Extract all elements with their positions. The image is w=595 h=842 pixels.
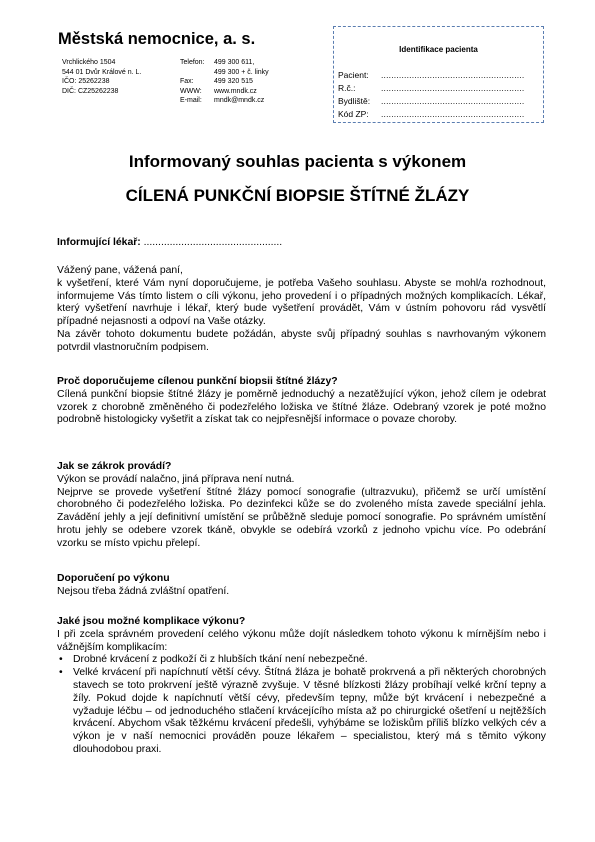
contact-values (214, 58, 269, 106)
how-preparation: Výkon se provádí nalačno, jiná příprava není nutná. (57, 473, 295, 485)
informing-physician-label: Informující lékař: (57, 237, 141, 248)
contact-labels (180, 58, 205, 106)
complications-intro: I při zcela správném provedení celého výkonu může dojít následkem tohoto výkonu k mírnějším nebo i vážnějším komplikacím: (57, 628, 546, 653)
phone-label: Telefon: (180, 59, 205, 66)
complications-section (57, 616, 546, 757)
phone-extension-value: 499 300 + č. linky (214, 68, 269, 76)
patient-identification-box (333, 26, 544, 123)
patient-name-label: Pacient: (338, 70, 369, 80)
birth-number-field[interactable]: ........................................................ (381, 83, 525, 93)
fax-value: 499 320 515 (214, 78, 253, 85)
address-line: Vrchlického 1504 (62, 59, 116, 66)
after-section (57, 573, 546, 599)
informing-physician-row (57, 237, 282, 248)
complications-heading: Jaké jsou možné komplikace výkonu? (57, 616, 246, 627)
insurance-code-label: Kód ZP: (338, 109, 369, 119)
insurance-code-field[interactable]: ........................................................ (381, 109, 525, 119)
greeting: Vážený pane, vážená paní, (57, 265, 183, 276)
how-heading: Jak se zákrok provádí? (57, 461, 172, 472)
fax-label: Fax: (180, 78, 194, 85)
consent-title: Informovaný souhlas pacienta s výkonem (128, 152, 467, 171)
informing-physician-field[interactable]: ................................................ (143, 237, 283, 248)
address-line: 544 01 Dvůr Králové n. L. (62, 68, 142, 76)
complications-list (57, 654, 546, 756)
hospital-address (62, 58, 141, 96)
dic-line: DIČ: CZ25262238 (62, 87, 119, 95)
website-link[interactable]: www.mndk.cz (214, 87, 257, 95)
why-section (57, 376, 546, 427)
intro-section (57, 265, 546, 355)
complication-item: • Drobné krvácení z podkoží či z hlubších tkání není nebezpečné. (57, 654, 546, 667)
residence-field[interactable]: ........................................................ (381, 96, 525, 106)
intro-paragraph: k vyšetření, které Vám nyní doporučujeme, je potřeba Vašeho souhlasu. Abyste se mohl/a rozhodnout, informujeme Vás tímto listem o cíli výkonu, jeho provedení i o případných možných komplikacích. Lékař, který vyšetření navrhuje i lékař, který bude vyšetření provádět, Vám v ústním pohovoru rád vysvětlí případné nejasnosti a odpoví na Vaše otázky. (57, 277, 546, 328)
procedure-title: CÍLENÁ PUNKČNÍ BIOPSIE ŠTÍTNÉ ŽLÁZY (125, 186, 470, 205)
why-heading: Proč doporučujeme cílenou punkční biopsii štítné žlázy? (57, 376, 338, 387)
patient-name-field[interactable]: ........................................................ (381, 70, 525, 80)
hospital-name: Městská nemocnice, a. s. (58, 30, 256, 48)
complication-item: • Velké krvácení při napíchnutí větší cévy. Štítná žláza je bohatě prokrvená a při některých chorobných stavech se toto prokrvení ještě výrazně zvyšuje. V těsné blízkosti žlázy probíhají velké krční tepny a žíly. Pokud dojde k napíchnutí větší cévy, především tepny, může být krvácení i nebezpečné a vyžaduje léčbu – od jednoduchého stlačení krvácejícího místa až po chirurgické ošetření u nejtěžších krvácení. Abychom však těžkému krvácení předešli, vyhýbáme se ložiskům příliš blízko velkých cév a výkon je v naší nemocnici prováděn pouze lékařem – specialistou, který má s těmito výkony dlouhodobou praxi. (57, 667, 546, 757)
how-text: Nejprve se provede vyšetření štítné žlázy pomocí sonografie (ultrazvuku), přičemž se určí umístění chorobného či podezřelého ložiska. Po dezinfekci kůže se do zvoleného místa zavede speciální jehla. Zavádění jehly a její definitivní umístění se průběžně sleduje pomocí sonografie. Po správném umístění hrotu jehly se odebere vzorek tkáně, obvykle se odebírá vzorků z jednoho vpichu více. Po odebrání vzorku se místo vpichu přelepí. (57, 486, 546, 549)
after-heading: Doporučení po výkonu (57, 573, 170, 584)
patient-identification-title: Identifikace pacienta (399, 45, 478, 54)
birth-number-label: R.č.: (338, 83, 356, 93)
intro-paragraph-signature: Na závěr tohoto dokumentu budete požádán, abyste svůj případný souhlas s navrhovaným výkonem potvrdil vlastnoručním podpisem. (57, 328, 546, 353)
ico-line: IČO: 25262238 (62, 78, 110, 85)
residence-label: Bydliště: (338, 96, 371, 106)
why-text: Cílená punkční biopsie štítné žlázy je poměrně jednoduchý a nezatěžující výkon, jehož cílem je odebrat vzorek z chorobně změněného či podezřelého ložiska ve štítné žláze. Odebraný vzorek je poté možno podrobně histologicky vyšetřit a získat tak co nejpřesnější informace o povaze choroby. (57, 388, 546, 426)
email-label: E-mail: (180, 97, 202, 104)
after-text: Nejsou třeba žádná zvláštní opatření. (57, 585, 230, 597)
email-link[interactable]: mndk@mndk.cz (214, 97, 265, 104)
how-section (57, 461, 546, 551)
www-label: WWW: (180, 87, 202, 95)
phone-label-cont (180, 68, 205, 78)
phone-value: 499 300 611, (214, 59, 255, 66)
